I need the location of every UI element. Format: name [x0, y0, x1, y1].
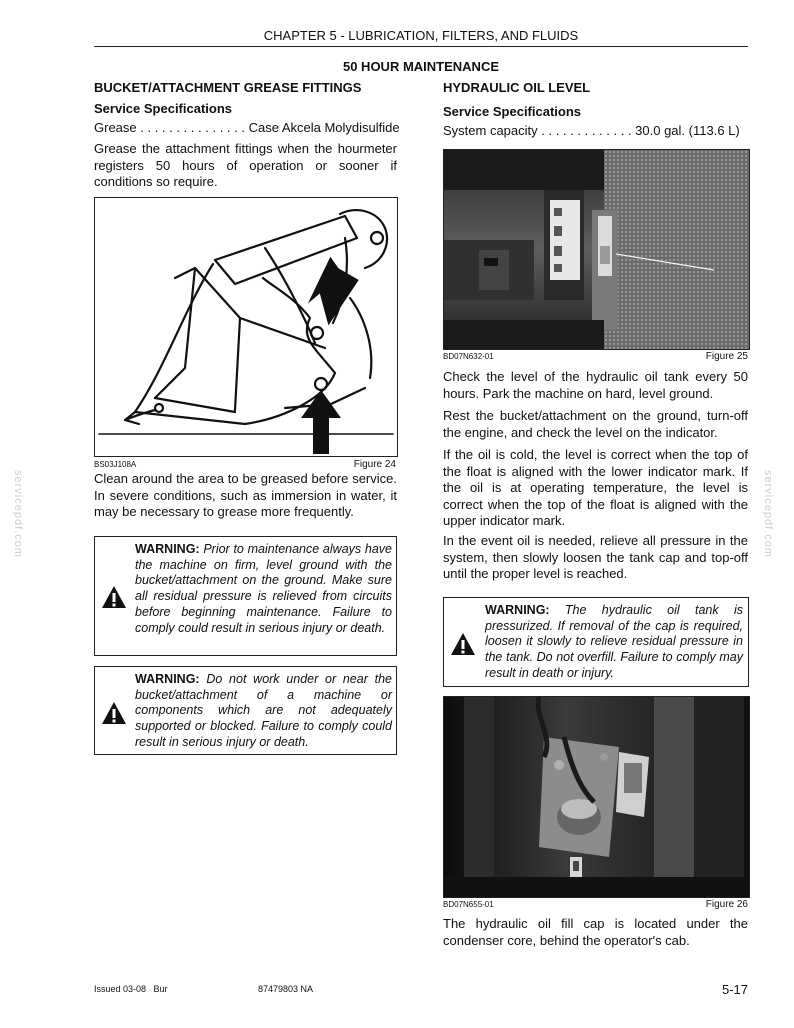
right-para-5: The hydraulic oil fill cap is located under the condenser core, behind the operator's cab.	[443, 916, 748, 948]
watermark-right: servicepdf.com	[762, 470, 774, 558]
warning-2-text	[135, 672, 392, 751]
left-spec-line: Grease . . . . . . . . . . . . . . . Case Akcela Molydisulfide	[94, 120, 400, 135]
right-para-4: In the event oil is needed, relieve all pressure in the system, then slowly loosen the tank cap and top-off until the proper level is reached.	[443, 533, 748, 581]
arrow-icon	[301, 390, 341, 454]
fill-cap-photo	[444, 697, 749, 897]
figure-24-caption: Figure 24	[353, 459, 396, 470]
warning-box-2	[94, 666, 397, 755]
figure-26-id: BD07N655-01	[443, 900, 494, 909]
left-spec-heading: Service Specifications	[94, 101, 233, 116]
figure-24-image	[94, 197, 398, 457]
page-number: 5-17	[721, 982, 748, 997]
right-spec-heading: Service Specifications	[443, 104, 582, 119]
section-title: 50 HOUR MAINTENANCE	[342, 59, 499, 74]
watermark-left: servicepdf.com	[12, 470, 24, 558]
right-para-3: If the oil is cold, the level is correct when the top of the float is aligned with the lower indicator mark. If the oil is at operating temperature, the level is correct when the top of the float is aligned with the upper indicator mark.	[443, 447, 748, 528]
chapter-header: CHAPTER 5 - LUBRICATION, FILTERS, AND FLUIDS	[263, 28, 579, 43]
right-heading: HYDRAULIC OIL LEVEL	[443, 80, 591, 95]
right-para-1: Check the level of the hydraulic oil tank every 50 hours. Park the machine on hard, level ground.	[443, 369, 748, 401]
header-rule	[94, 46, 748, 47]
figure-26-caption: Figure 26	[705, 899, 748, 910]
figure-25-image	[443, 149, 750, 350]
footer-issued: Issued 03-08 Bur	[94, 984, 168, 994]
warning-1-label: WARNING:	[135, 542, 200, 556]
warning-box-3	[443, 597, 749, 687]
warning-triangle-icon	[450, 632, 476, 656]
right-para-2: Rest the bucket/attachment on the ground, turn-off the engine, and check the level on the indicator.	[443, 408, 748, 440]
footer-part-number: 87479803 NA	[258, 984, 314, 994]
warning-3-body: The hydraulic oil tank is pressurized. If removal of the cap is required, loosen it slowly to relieve residual pressure in the tank. Do not overfill. Failure to comply may result in death or injury.	[485, 603, 743, 680]
figure-25-caption: Figure 25	[705, 351, 748, 362]
warning-2-body: Do not work under or near the bucket/attachment of a machine or components which are not adequately supported or blocked. Failure to comply could result in serious injury or death.	[135, 672, 392, 749]
warning-2-label: WARNING:	[135, 672, 200, 686]
bucket-illustration	[95, 198, 397, 456]
figure-26-image	[443, 696, 750, 898]
left-after-figure: Clean around the area to be greased before service. In severe conditions, such as immersion in water, it may be necessary to grease more frequently.	[94, 471, 397, 519]
arrow-icon	[305, 254, 362, 329]
figure-25-id: BD07N632-01	[443, 352, 494, 361]
left-heading: BUCKET/ATTACHMENT GREASE FITTINGS	[94, 80, 362, 95]
warning-1-body: Prior to maintenance always have the machine on firm, level ground with the bucket/attachment on the ground. Make sure all residual pressure is relieved from circuits before beginning maintenance. Failure to comply could result in serious injury or death.	[135, 542, 392, 635]
warning-triangle-icon	[101, 585, 127, 609]
warning-3-text	[485, 603, 743, 682]
left-intro: Grease the attachment fittings when the hourmeter registers 50 hours of operation or sooner if conditions so require.	[94, 141, 397, 189]
warning-box-1	[94, 536, 397, 656]
warning-triangle-icon	[101, 701, 127, 725]
figure-24-id: BS03J108A	[94, 460, 137, 469]
hydraulic-tank-photo	[444, 150, 749, 349]
warning-3-label: WARNING:	[485, 603, 550, 617]
right-spec-line: System capacity . . . . . . . . . . . . . 30.0 gal. (113.6 L)	[443, 123, 740, 138]
warning-1-text	[135, 542, 392, 636]
